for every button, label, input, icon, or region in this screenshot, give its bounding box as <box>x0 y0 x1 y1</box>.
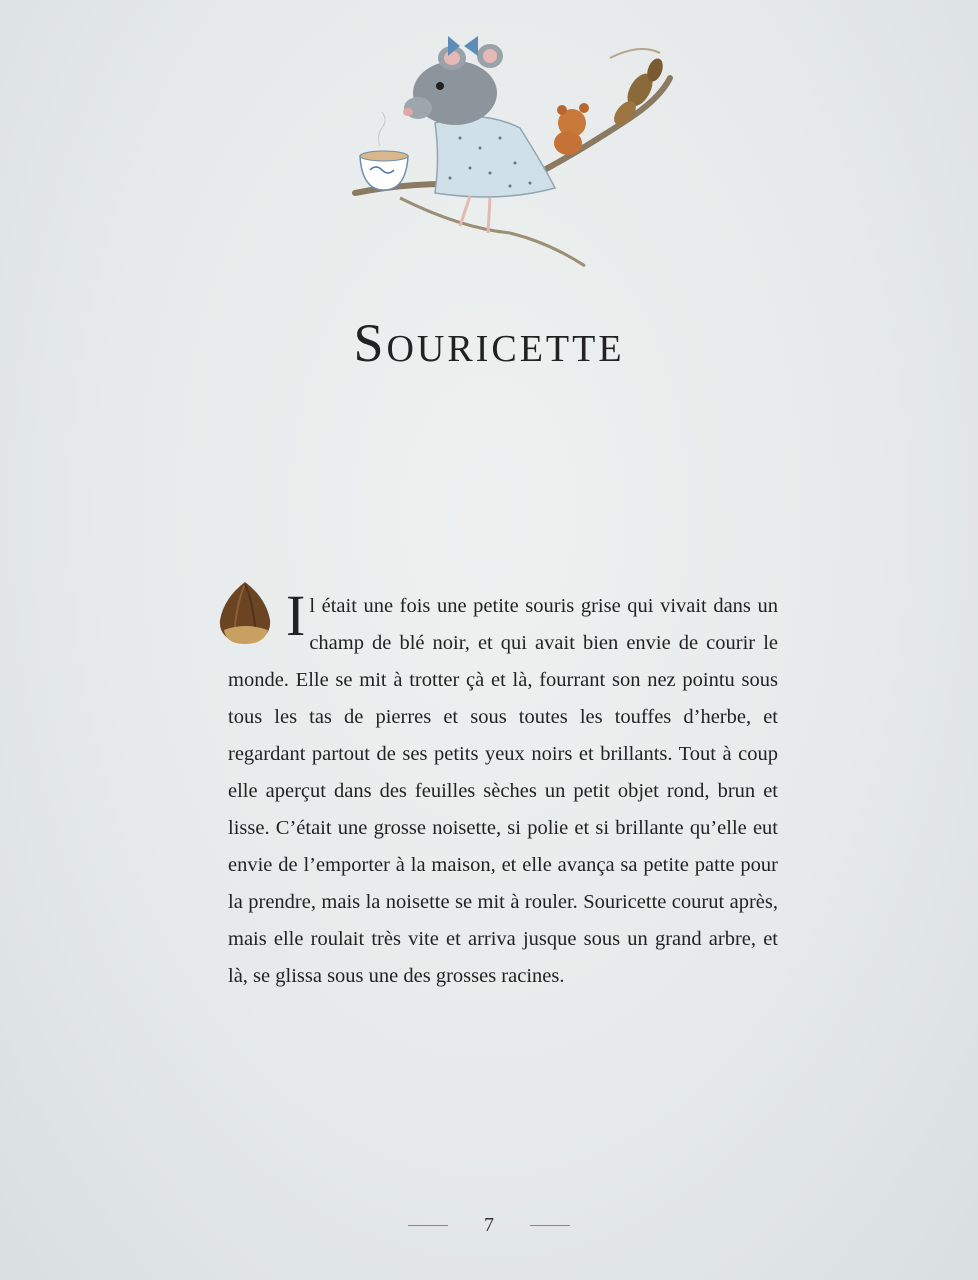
mouse-on-branch-icon <box>340 28 700 278</box>
page-number: 7 <box>484 1214 494 1236</box>
story-paragraph <box>228 583 778 995</box>
page-footer <box>0 1214 978 1237</box>
story-text: l était une fois une petite souris grise qui vivait dans un champ de blé noir, et qui avait bien envie de courir le monde. Elle se mit à trotter çà et là, fourrant son nez pointu sous tous les tas de pierres et sous toutes les touffes d’herbe, et regardant partout de ses petits yeux noirs et brillants. Tout à coup elle aperçut dans des feuilles sèches un petit objet rond, brun et lisse. C’était une grosse noisette, si polie et si brillante qu’elle eut envie de l’emporter à la maison, et elle avança sa petite patte pour la prendre, mais la noisette se mit à rouler. Souricette courut après, mais elle roulait très vite et arriva jusque sous un grand arbre, et là, se glissa sous une des grosses racines. <box>228 595 778 987</box>
footer-rule-right <box>530 1225 570 1226</box>
drop-cap: I <box>286 583 306 648</box>
page-title: Souricette <box>353 313 625 373</box>
footer-rule-left <box>408 1225 448 1226</box>
